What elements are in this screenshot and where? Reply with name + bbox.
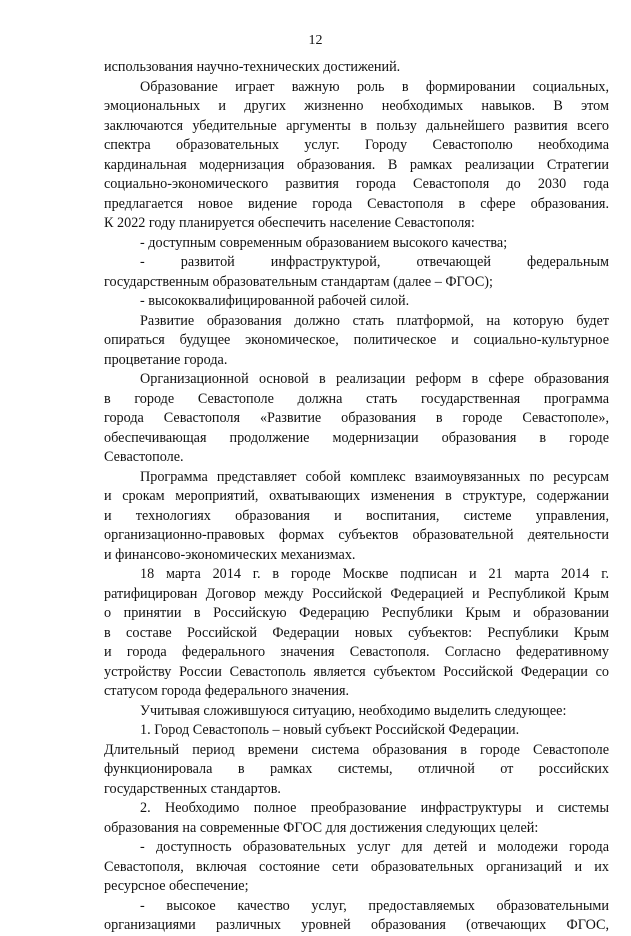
text-line: Учитывая сложившуюся ситуацию, необходимо выделить следующее:	[140, 702, 567, 719]
text-line: обеспечивающая продолжение модернизации образования в городе	[104, 429, 609, 446]
text-line: государственным образовательным стандартам (далее – ФГОС);	[104, 273, 493, 290]
text-line: и города федерального значения Севастополя. Согласно федеративному	[104, 644, 609, 660]
text-line: Севастополя, включая состояние сети образовательных организаций и их	[104, 858, 609, 875]
text-line: процветание города.	[104, 351, 228, 368]
text-line: опираться будущее экономическое, политическое и социально-культурное	[104, 332, 609, 348]
text-line: статусом города федерального значения.	[104, 683, 350, 699]
text-line: эмоциональных и других жизненно необходимых навыков. В этом	[104, 98, 609, 114]
text-line: государственных стандартов.	[104, 780, 281, 797]
text-line: и технологиях образования и воспитания, системе управления,	[104, 507, 609, 524]
text-line: Севастополе.	[104, 449, 184, 465]
text-line: 18 марта 2014 г. в городе Москве подписан и 21 марта 2014 г.	[140, 566, 609, 582]
text-line: Длительный период времени система образования в городе Севастополе	[104, 741, 609, 758]
text-line: 1. Город Севастополь – новый субъект Российской Федерации.	[140, 722, 520, 738]
text-line: использования научно-технических достижений.	[104, 59, 401, 75]
text-line: заключаются убедительные аргументы в пользу дальнейшего развития всего	[104, 117, 609, 134]
text-line: - высокое качество услуг, предоставляемых образовательными	[140, 897, 609, 914]
text-line: и срокам мероприятий, охватывающих изменения в структуре, содержании	[104, 488, 609, 504]
text-line: - доступность образовательных услуг для детей и молодежи города	[140, 839, 609, 855]
text-line: - высококвалифицированной рабочей силой.	[140, 293, 410, 309]
text-line: Организационной основой в реализации реформ в сфере образования	[140, 371, 609, 387]
text-line: социально-экономического развития города Севастополя до 2030 года	[104, 176, 609, 192]
text-line: в составе Российской Федерации новых субъектов: Республики Крым	[104, 624, 609, 641]
text-line: кардинальная модернизация образования. В рамках реализации Стратегии	[104, 156, 609, 173]
text-line: о принятии в Российскую Федерацию Республики Крым и образовании	[104, 605, 609, 621]
page-number: 12	[308, 33, 323, 48]
text-line: 2. Необходимо полное преобразование инфраструктуры и системы	[140, 800, 609, 816]
text-line: функционировала в рамках системы, отличной от российских	[104, 761, 609, 777]
text-line: устройству России Севастополь является субъектом Российской Федерации со	[104, 663, 609, 680]
text-line: и финансово-экономических механизмах.	[104, 546, 356, 563]
text-line: Образование играет важную роль в формировании социальных,	[140, 78, 609, 95]
text-line: образования на современные ФГОС для достижения следующих целей:	[104, 819, 539, 836]
text-line: ратифицирован Договор между Российской Федерацией и Республикой Крым	[104, 585, 609, 602]
text-line: спектра образовательных услуг. Городу Севастополю необходима	[104, 137, 609, 153]
text-line: организациями различных уровней образования (отвечающих ФГОС,	[104, 917, 609, 933]
text-line: - доступным современным образованием высокого качества;	[140, 234, 508, 251]
text-line: организационно-правовых формах субъектов образовательной деятельности	[104, 527, 609, 543]
text-line: Развитие образования должно стать платформой, на которую будет	[140, 312, 609, 329]
text-line: в городе Севастополе должна стать государственная программа	[104, 390, 609, 407]
text-line: К 2022 году планируется обеспечить население Севастополя:	[104, 215, 475, 231]
document-body	[104, 58, 609, 936]
text-line: предлагается новое видение города Севастополя в сфере образования.	[104, 195, 609, 212]
text-line: ресурсное обеспечение;	[104, 878, 249, 894]
text-line: - развитой инфраструктурой, отвечающей федеральным	[140, 254, 609, 270]
text-line: города Севастополя «Развитие образования в городе Севастополе»,	[104, 410, 609, 426]
text-line: Программа представляет собой комплекс взаимоувязанных по ресурсам	[140, 468, 609, 485]
